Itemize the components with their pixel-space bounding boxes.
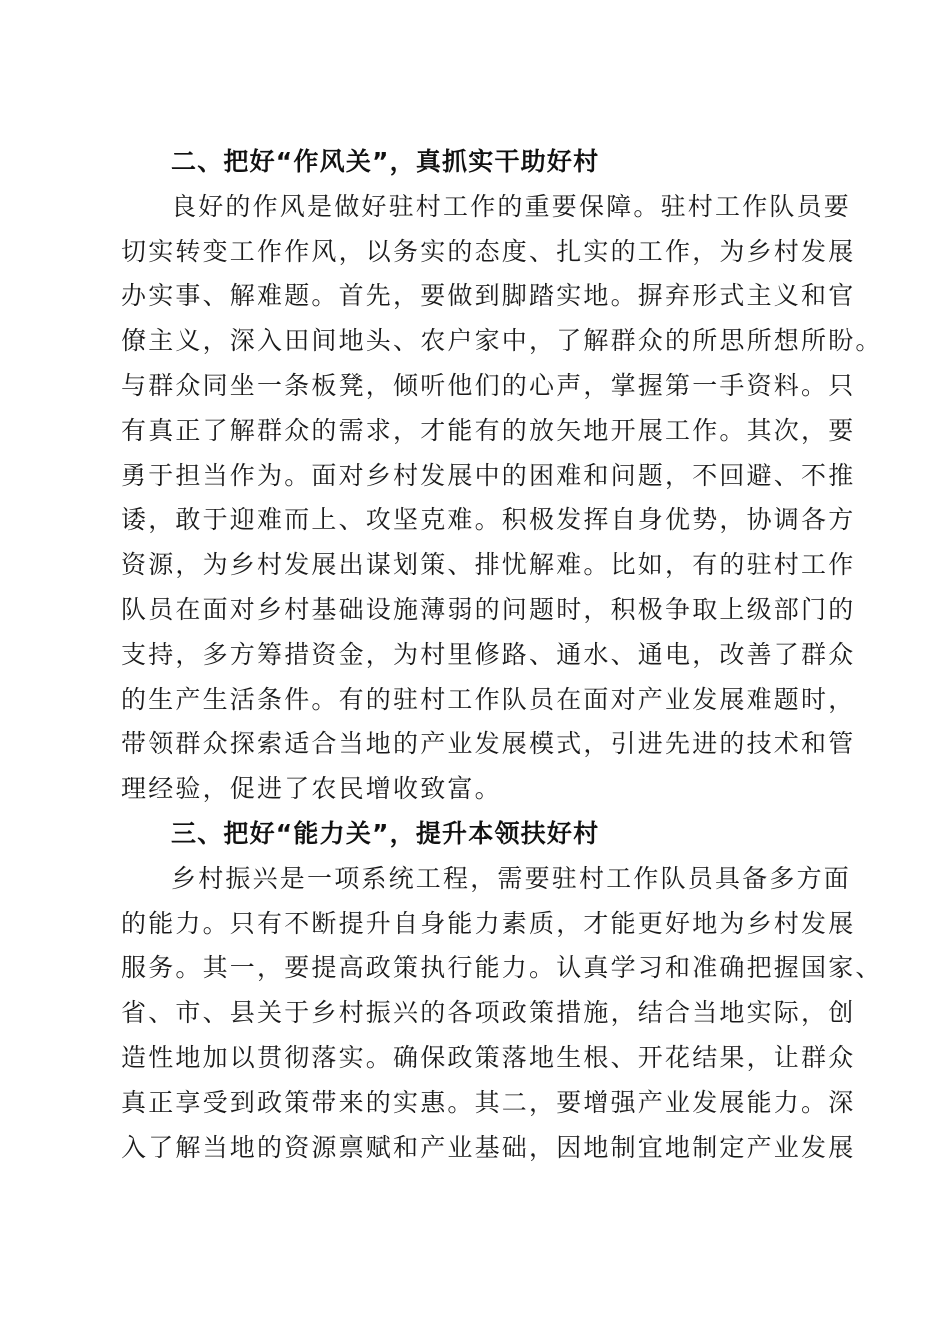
- paragraph-line: 的能力。只有不断提升自身能力素质，才能更好地为乡村发展: [121, 908, 856, 938]
- paragraph-line: 诿，敢于迎难而上、攻坚克难。积极发挥自身优势，协调各方: [121, 505, 856, 535]
- paragraph-line: 真正享受到政策带来的实惠。其二，要增强产业发展能力。深: [121, 1087, 856, 1117]
- paragraph-line: 服务。其一，要提高政策执行能力。认真学习和准确把握国家、: [121, 953, 883, 983]
- paragraph-line: 勇于担当作为。面对乡村发展中的困难和问题，不回避、不推: [121, 460, 856, 490]
- paragraph-line: 资源，为乡村发展出谋划策、排忧解难。比如，有的驻村工作: [121, 550, 856, 580]
- section-heading: 二、把好“作风关”，真抓实干助好村: [171, 147, 600, 176]
- paragraph-line: 良好的作风是做好驻村工作的重要保障。驻村工作队员要: [171, 191, 852, 221]
- paragraph-line: 入了解当地的资源禀赋和产业基础，因地制宜地制定产业发展: [121, 1132, 856, 1162]
- paragraph-line: 造性地加以贯彻落实。确保政策落地生根、开花结果，让群众: [121, 1042, 856, 1072]
- section-heading: 三、把好“能力关”，提升本领扶好村: [171, 818, 600, 848]
- paragraph-line: 僚主义，深入田间地头、农户家中，了解群众的所思所想所盼。: [121, 326, 883, 356]
- paragraph-line: 省、市、县关于乡村振兴的各项政策措施，结合当地实际，创: [121, 998, 856, 1028]
- paragraph-line: 与群众同坐一条板凳，倾听他们的心声，掌握第一手资料。只: [121, 370, 856, 400]
- paragraph-line: 支持，多方筹措资金，为村里修路、通水、通电，改善了群众: [121, 639, 856, 669]
- paragraph-line: 的生产生活条件。有的驻村工作队员在面对产业发展难题时，: [121, 684, 856, 714]
- paragraph-line: 有真正了解群众的需求，才能有的放矢地开展工作。其次，要: [121, 415, 856, 445]
- document-body: [121, 140, 883, 1170]
- paragraph-line: 理经验，促进了农民增收致富。: [121, 774, 502, 804]
- paragraph-line: 办实事、解难题。首先，要做到脚踏实地。摒弃形式主义和官: [121, 281, 856, 311]
- paragraph-line: 乡村振兴是一项系统工程，需要驻村工作队员具备多方面: [171, 863, 852, 893]
- paragraph-line: 切实转变工作作风，以务实的态度、扎实的工作，为乡村发展: [121, 236, 856, 266]
- paragraph-line: 队员在面对乡村基础设施薄弱的问题时，积极争取上级部门的: [121, 594, 856, 624]
- paragraph-line: 带领群众探索适合当地的产业发展模式，引进先进的技术和管: [121, 729, 856, 759]
